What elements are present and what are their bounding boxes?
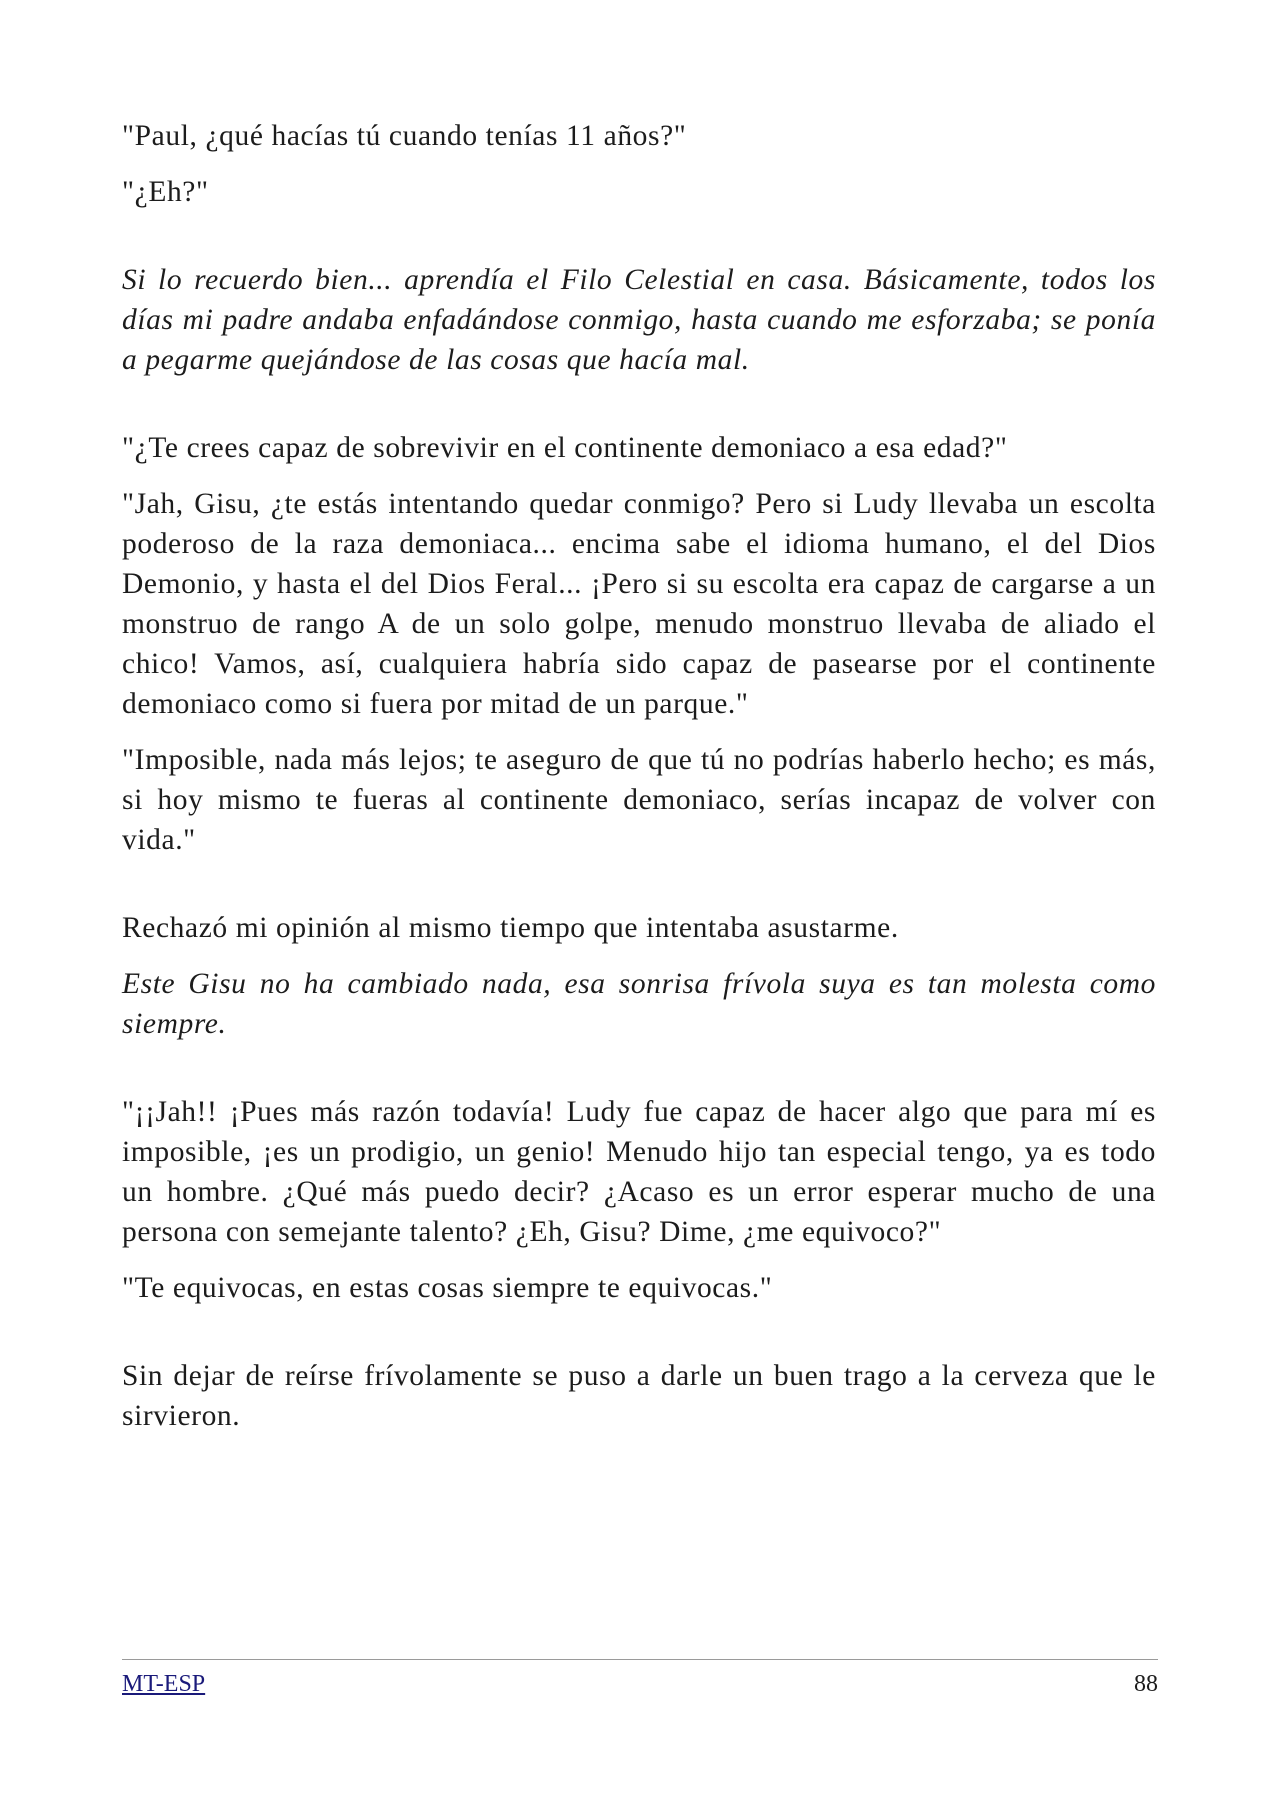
- footer-link-mt-esp[interactable]: MT-ESP: [122, 1671, 206, 1697]
- paragraph-dialogue: "Jah, Gisu, ¿te estás intentando quedar conmigo? Pero si Ludy llevaba un escolta poderoso de la raza demoniaca... encima sabe el idioma humano, el del Dios Demonio, y hasta el del Dios Feral... ¡Pero si su escolta era capaz de cargarse a un monstruo de rango A de un solo golpe, menudo monstruo llevaba de aliado el chico! Vamos, así, cualquiera habría sido capaz de pasearse por el continente demoniaco como si fuera por mitad de un parque.": [122, 488, 1156, 720]
- paragraph-dialogue: "¿Te crees capaz de sobrevivir en el continente demoniaco a esa edad?": [122, 432, 1008, 464]
- paragraph-dialogue: "¿Eh?": [122, 176, 209, 208]
- paragraph-dialogue: "Imposible, nada más lejos; te aseguro de que tú no podrías haberlo hecho; es más, si hoy mismo te fueras al continente demoniaco, serías incapaz de volver con vida.": [122, 744, 1156, 856]
- paragraph-dialogue: "Paul, ¿qué hacías tú cuando tenías 11 años?": [122, 120, 687, 152]
- paragraph-narration: Rechazó mi opinión al mismo tiempo que intentaba asustarme.: [122, 912, 899, 944]
- page-number: 88: [1134, 1671, 1158, 1697]
- page-body: [122, 116, 1156, 1436]
- paragraph-narration: Sin dejar de reírse frívolamente se puso a darle un buen trago a la cerveza que le sirvieron.: [122, 1360, 1156, 1432]
- page-footer: [122, 1659, 1158, 1698]
- paragraph-thought: Este Gisu no ha cambiado nada, esa sonrisa frívola suya es tan molesta como siempre.: [122, 968, 1156, 1040]
- paragraph-dialogue: "Te equivocas, en estas cosas siempre te equivocas.": [122, 1272, 773, 1304]
- paragraph-thought: Si lo recuerdo bien... aprendía el Filo Celestial en casa. Básicamente, todos los días mi padre andaba enfadándose conmigo, hasta cuando me esforzaba; se ponía a pegarme quejándose de las cosas que hacía mal.: [122, 264, 1156, 376]
- paragraph-dialogue: "¡¡Jah!! ¡Pues más razón todavía! Ludy fue capaz de hacer algo que para mí es imposible, ¡es un prodigio, un genio! Menudo hijo tan especial tengo, ya es todo un hombre. ¿Qué más puedo decir? ¿Acaso es un error esperar mucho de una persona con semejante talento? ¿Eh, Gisu? Dime, ¿me equivoco?": [122, 1096, 1156, 1248]
